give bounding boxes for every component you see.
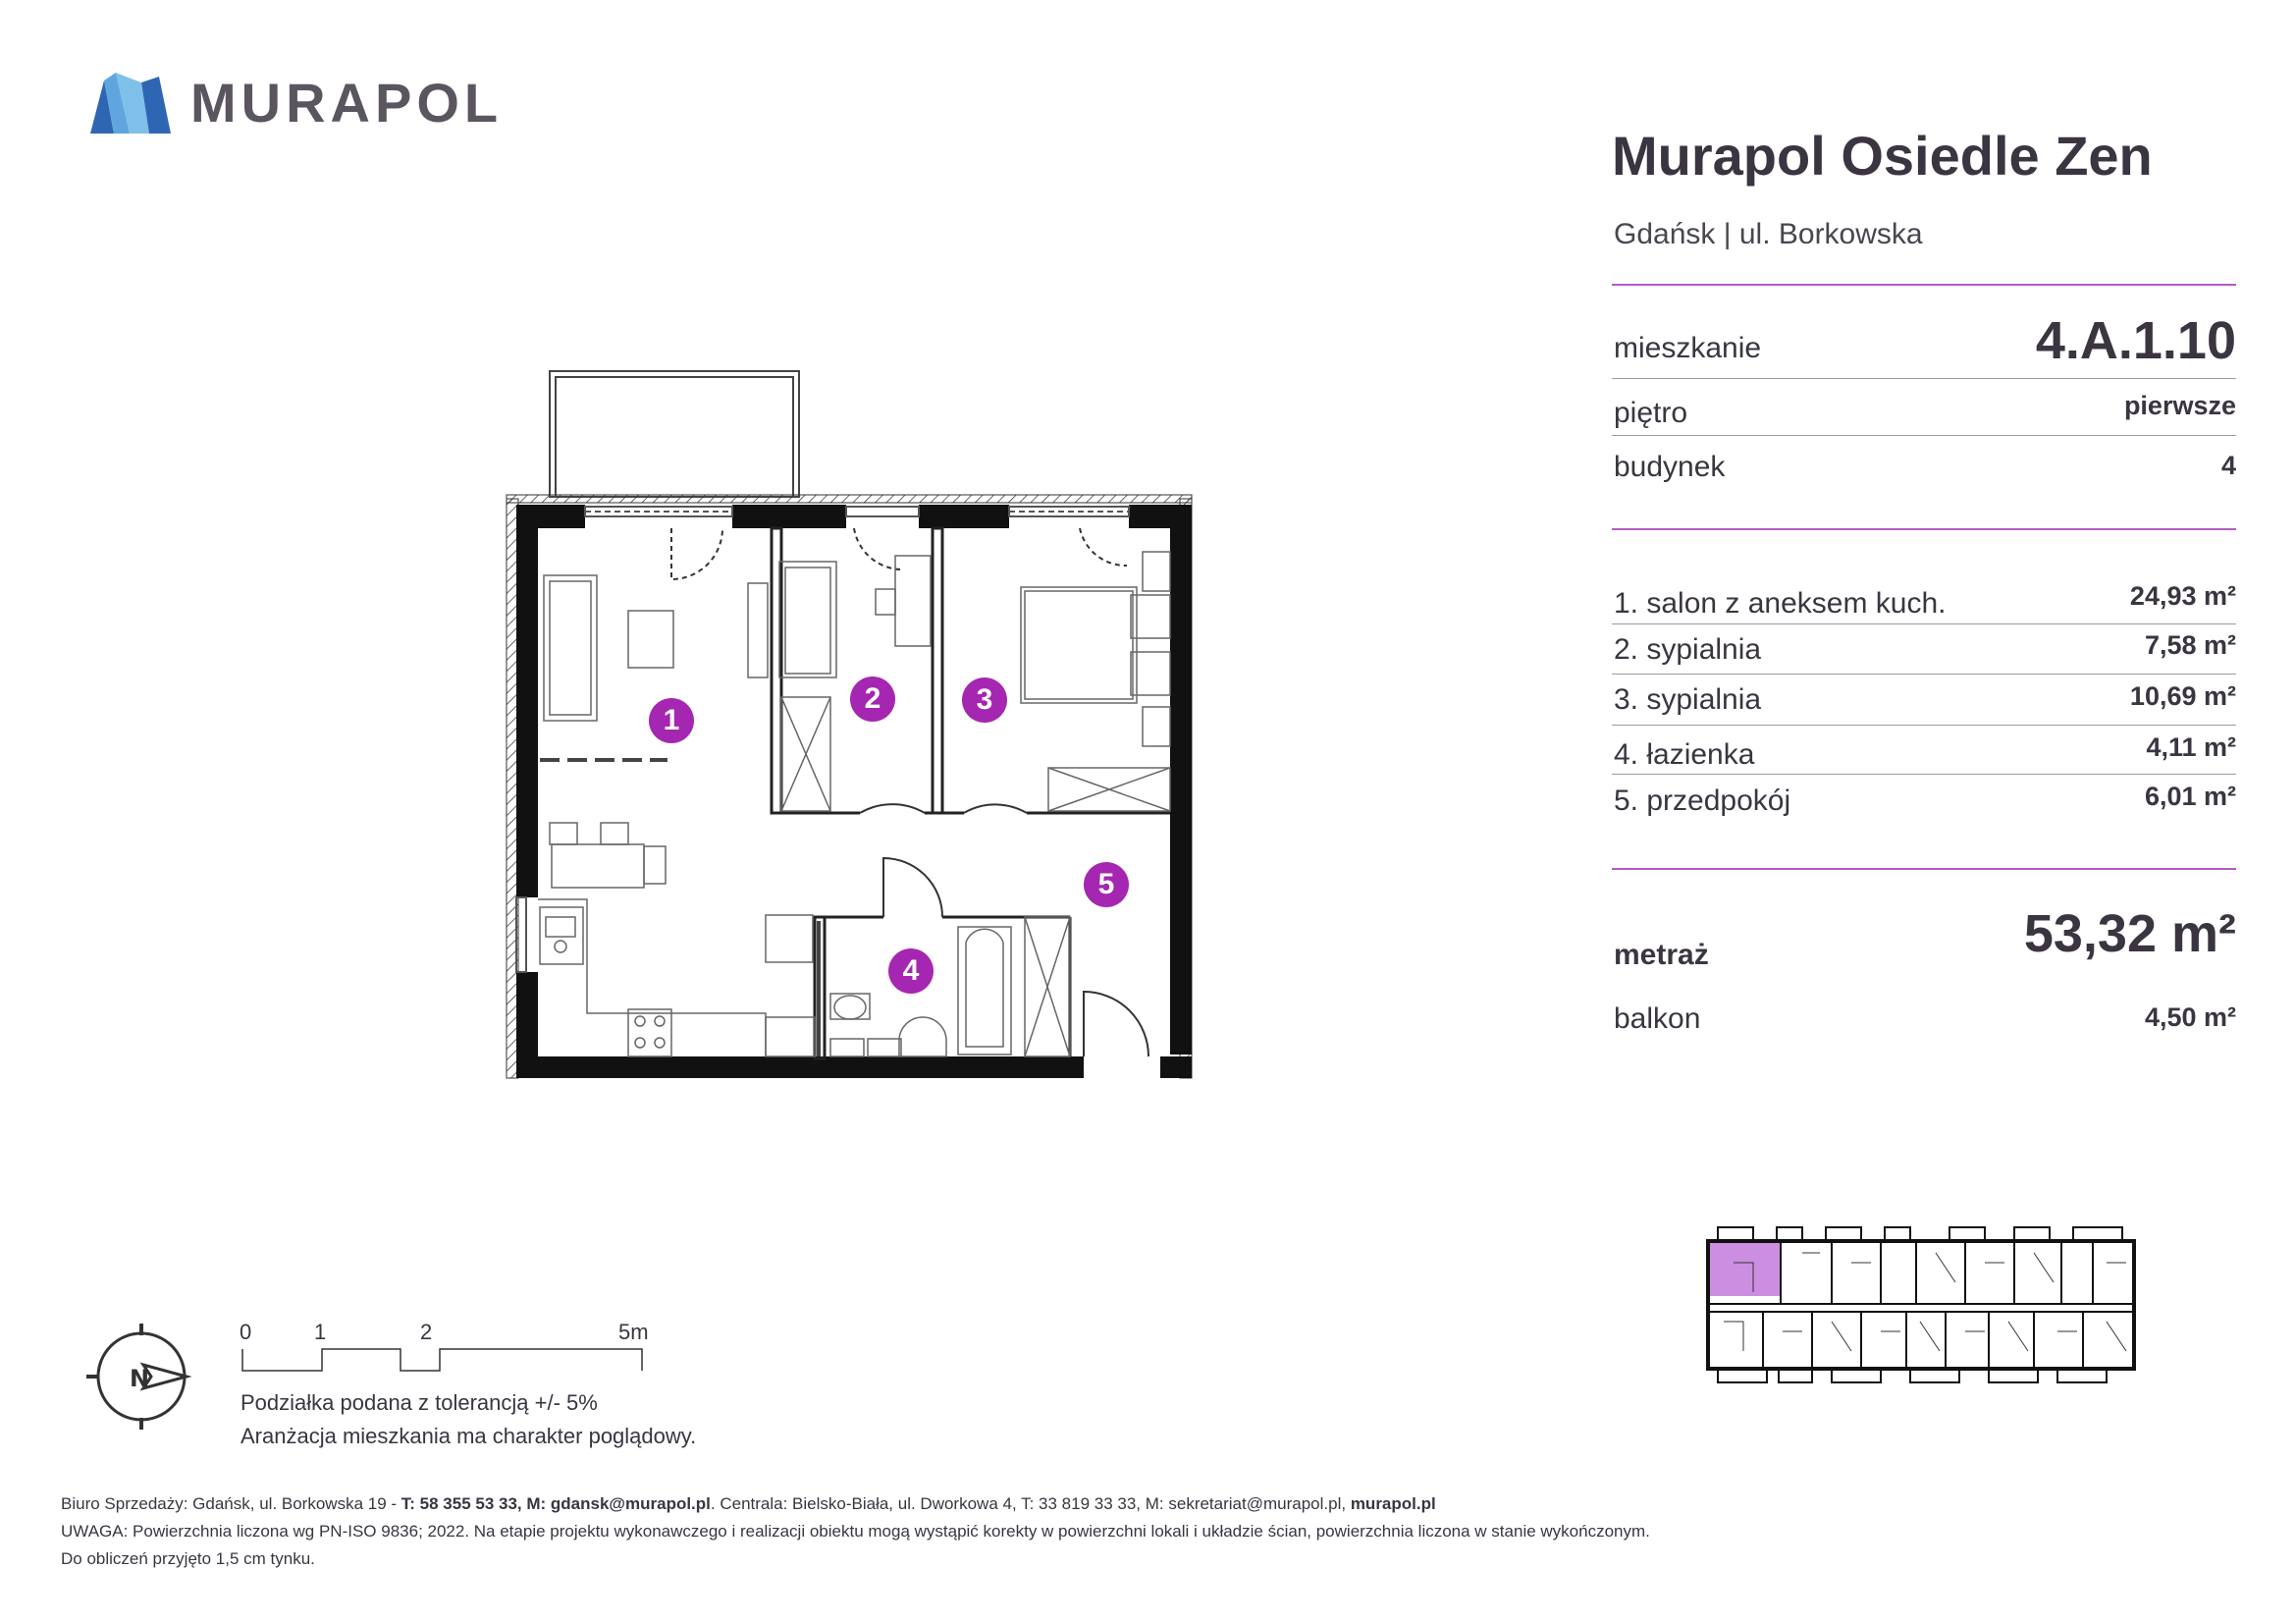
- building-label: budynek: [1614, 451, 1726, 483]
- footer-website-link[interactable]: murapol.pl: [1350, 1494, 1436, 1513]
- room-marker-2: 2: [850, 676, 895, 722]
- room-label-1: 1. salon z aneksem kuch.: [1614, 587, 1947, 620]
- room-area-4: 4,11 m²: [2146, 732, 2236, 762]
- divider: [1612, 378, 2236, 379]
- floor-label: piętro: [1614, 397, 1688, 429]
- floor-plan: [501, 363, 1207, 1090]
- project-address: Gdańsk | ul. Borkowska: [1614, 218, 1923, 250]
- balcony-value: 4,50 m²: [2144, 1002, 2236, 1032]
- apartment-label: mieszkanie: [1614, 332, 1762, 364]
- floor-value: pierwsze: [2123, 391, 2236, 420]
- balcony: [550, 371, 799, 497]
- scale-tick-1: 1: [314, 1320, 327, 1344]
- scale-tick-2: 2: [420, 1320, 433, 1344]
- room-label-4: 4. łazienka: [1614, 738, 1755, 771]
- brand-logo: [90, 71, 503, 135]
- room-label-3: 3. sypialnia: [1614, 683, 1762, 716]
- divider: [1612, 674, 2236, 675]
- room-label-5: 5. przedpokój: [1614, 784, 1791, 817]
- room-marker-4: 4: [888, 948, 934, 994]
- room-area-1: 24,93 m²: [2129, 581, 2236, 611]
- furniture: [538, 552, 1170, 1056]
- divider: [1612, 725, 2236, 726]
- footer-disclaimer: UWAGA: Powierzchnia liczona wg PN-ISO 9836; 2022. Na etapie projektu wykonawczego i realizacji obiektu mogą wystąpić korekty w powierzchni lokali i układzie ścian, powierzchnia liczona w stanie wykończonym.: [61, 1522, 1650, 1541]
- interior-walls: [772, 528, 1170, 1058]
- room-area-2: 7,58 m²: [2144, 630, 2236, 660]
- tolerance-note: Podziałka podana z tolerancją +/- 5%: [240, 1390, 598, 1415]
- compass-icon: [84, 1322, 198, 1432]
- room-marker-3: 3: [962, 677, 1007, 723]
- divider: [1612, 435, 2236, 436]
- footer-plaster-note: Do obliczeń przyjęto 1,5 cm tynku.: [61, 1549, 315, 1568]
- scale-bar: [241, 1347, 654, 1373]
- svg-text:N: N: [130, 1365, 150, 1392]
- divider: [1612, 623, 2236, 624]
- brand-name: MURAPOL: [190, 72, 504, 134]
- balcony-label: balkon: [1614, 1002, 1701, 1035]
- total-area-value: 53,32 m²: [2023, 904, 2236, 963]
- room-area-5: 6,01 m²: [2144, 782, 2236, 811]
- divider: [1612, 284, 2236, 286]
- highlighted-unit: [1708, 1241, 1781, 1296]
- divider: [1612, 774, 2236, 775]
- divider: [1612, 528, 2236, 530]
- room-marker-1: 1: [649, 698, 694, 743]
- project-title: Murapol Osiedle Zen: [1612, 125, 2153, 187]
- room-label-2: 2. sypialnia: [1614, 633, 1762, 666]
- total-area-label: metraż: [1614, 939, 1709, 971]
- murapol-logo-mark: [90, 73, 171, 134]
- footer-phone-email[interactable]: T: 58 355 53 33, M: gdansk@murapol.pl: [400, 1494, 711, 1513]
- building-key-plan: [1704, 1223, 2140, 1390]
- building-value: 4: [2220, 451, 2236, 480]
- scale-tick-0: 0: [240, 1320, 252, 1344]
- room-area-3: 10,69 m²: [2129, 681, 2236, 711]
- arrangement-note: Aranżacja mieszkania ma charakter poglądowy.: [240, 1424, 697, 1448]
- divider: [1612, 868, 2236, 870]
- scale-tick-5: 5m: [618, 1320, 649, 1344]
- apartment-number: 4.A.1.10: [2035, 311, 2236, 370]
- footer-contact: Biuro Sprzedaży: Gdańsk, ul. Borkowska 19 - T: 58 355 53 33, M: gdansk@murapol.pl. Centrala: Bielsko-Biała, ul. Dworkowa 4, T: 33 819 33 33, M: sekretariat@murapol.pl, murapol.pl: [61, 1494, 1436, 1513]
- room-marker-5: 5: [1084, 862, 1129, 907]
